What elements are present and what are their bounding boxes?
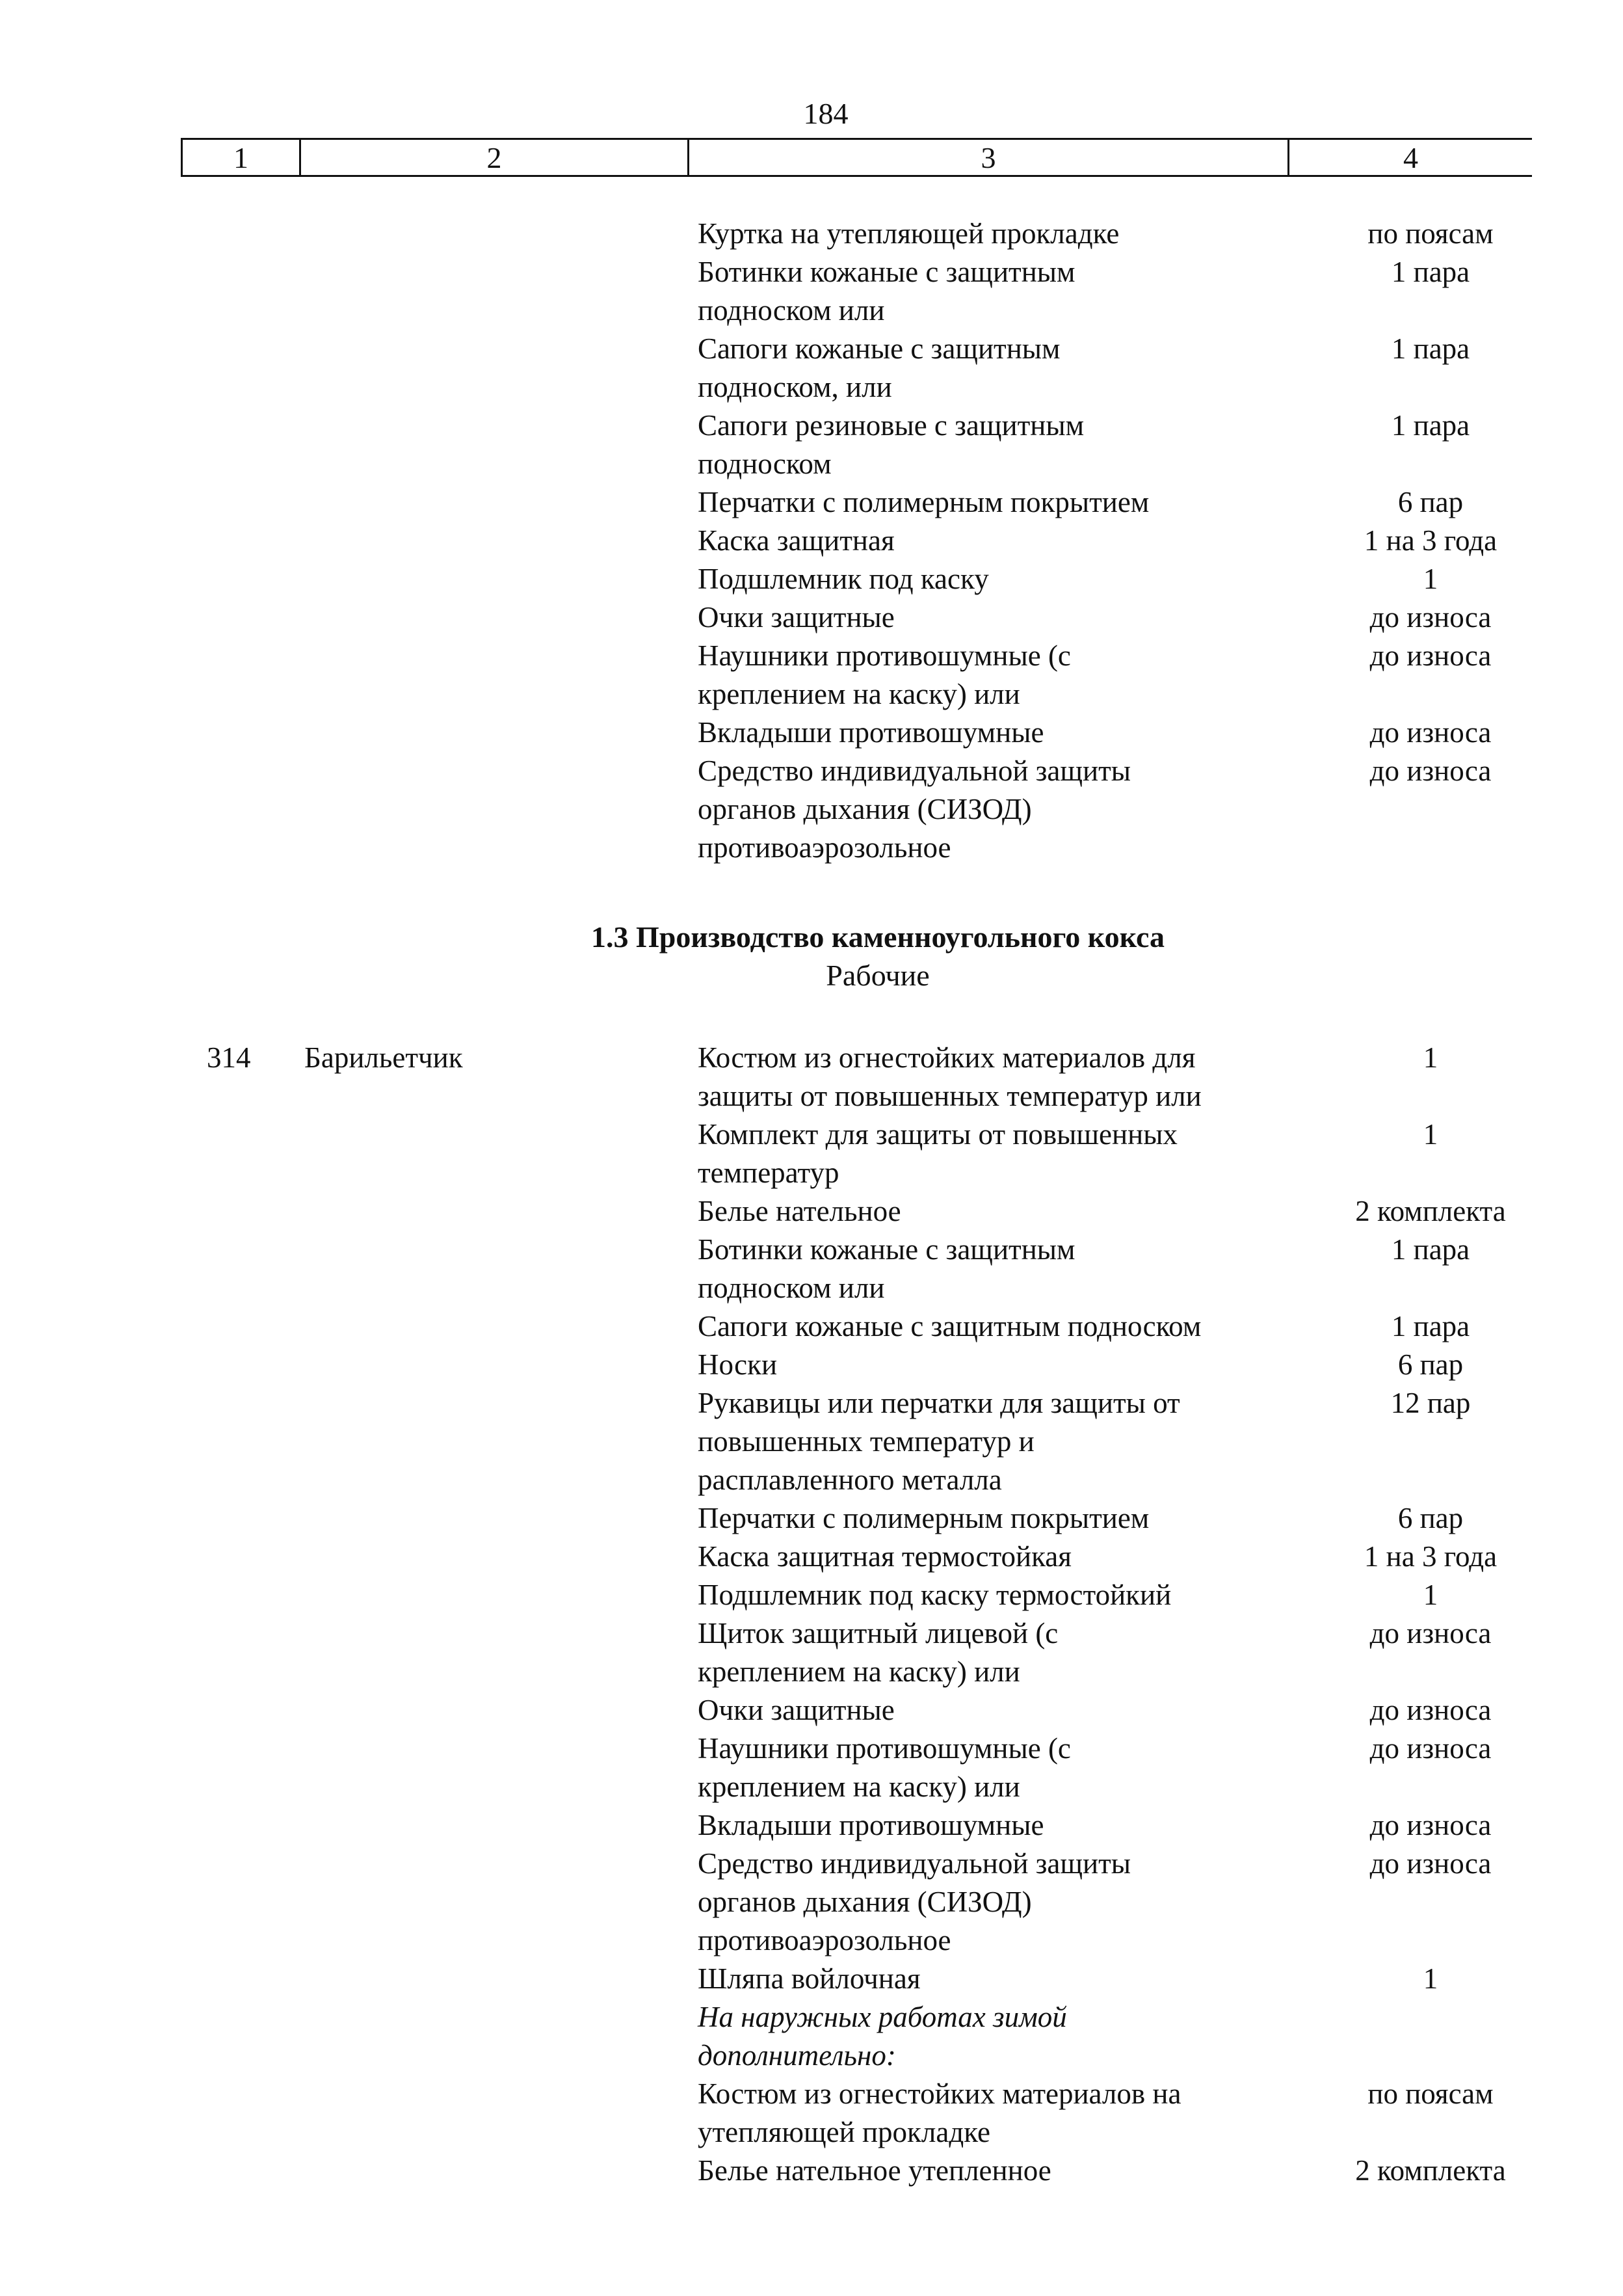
continued-item-name-line: подноском, или bbox=[698, 371, 892, 403]
continued-item-quantity: 6 пар bbox=[1397, 486, 1464, 518]
continued-item-quantity: 1 пара bbox=[1391, 256, 1470, 288]
entry-item-name-line: Перчатки с полимерным покрытием bbox=[698, 1502, 1150, 1534]
entry-profession: Барильетчик bbox=[304, 1041, 463, 1074]
entry-item-quantity: до износа bbox=[1369, 1809, 1492, 1841]
entry-item-name bbox=[698, 1960, 1296, 1998]
header-col-2: 2 bbox=[301, 140, 689, 175]
entry-item-name bbox=[698, 2152, 1296, 2190]
continued-item-quantity: до износа bbox=[1369, 601, 1492, 634]
entry-item-quantity: 1 bbox=[1423, 1579, 1438, 1611]
continued-item-quantity: 1 пара bbox=[1391, 409, 1470, 442]
entry-item-name-line: подноском или bbox=[698, 1272, 885, 1304]
continued-item-name-line: креплением на каску) или bbox=[698, 678, 1020, 710]
entry-item-name-line: Сапоги кожаные с защитным подноском bbox=[698, 1310, 1202, 1342]
entry-item-name-line: Подшлемник под каску термостойкий bbox=[698, 1579, 1172, 1611]
continued-item-quantity: 1 bbox=[1423, 563, 1438, 595]
entry-item-name-line: расплавленного металла bbox=[698, 1463, 1002, 1496]
continued-item-name-line: Сапоги резиновые с защитным bbox=[698, 409, 1085, 442]
entry-item-name-line: утепляющей прокладке bbox=[698, 2116, 990, 2148]
continued-item-quantity: до износа bbox=[1369, 639, 1492, 672]
continued-item-name bbox=[698, 215, 1296, 253]
entry-item-quantity: до износа bbox=[1369, 1617, 1492, 1649]
continued-item-name-line: Очки защитные bbox=[698, 601, 895, 634]
continued-item-name bbox=[698, 752, 1296, 867]
entry-item-name-line: Шляпа войлочная bbox=[698, 1962, 921, 1995]
continued-item-name bbox=[698, 253, 1296, 330]
continued-item-name-line: Наушники противошумные (с bbox=[698, 639, 1071, 672]
header-col-3: 3 bbox=[689, 140, 1289, 175]
continued-item-quantity: до износа bbox=[1369, 716, 1492, 749]
entry-item-name bbox=[698, 1307, 1296, 1346]
entry-item-name-line: Наушники противошумные (с bbox=[698, 1732, 1071, 1765]
entry-item-name bbox=[698, 1115, 1296, 1192]
entry-item-name bbox=[698, 1729, 1296, 1806]
entry-item-name bbox=[698, 1346, 1296, 1384]
continued-item-quantity: 1 на 3 года bbox=[1364, 524, 1498, 557]
continued-item-name-line: Подшлемник под каску bbox=[698, 563, 989, 595]
continued-item-name bbox=[698, 560, 1296, 598]
entry-item-name bbox=[698, 1806, 1296, 1845]
header-col-1: 1 bbox=[183, 140, 301, 175]
entry-item-quantity: 1 на 3 года bbox=[1364, 1540, 1498, 1573]
entry-item-name-line: Средство индивидуальной защиты bbox=[698, 1847, 1131, 1880]
entry-item-quantity: до износа bbox=[1369, 1847, 1492, 1880]
entry-item-quantity: 1 bbox=[1423, 1962, 1438, 1995]
entry-number: 314 bbox=[207, 1041, 251, 1074]
continued-item-name bbox=[698, 330, 1296, 407]
entry-item-name-line: На наружных работах зимой bbox=[698, 2001, 1067, 2033]
continued-item-name-line: подноском или bbox=[698, 294, 885, 327]
continued-item-name-line: Ботинки кожаные с защитным bbox=[698, 256, 1075, 288]
continued-item-name-line: Перчатки с полимерным покрытием bbox=[698, 486, 1150, 518]
entry-item-name bbox=[698, 1384, 1296, 1499]
page-number: 184 bbox=[803, 97, 849, 130]
entry-item-quantity: 2 комплекта bbox=[1355, 2154, 1506, 2187]
continued-item-name-line: Куртка на утепляющей прокладке bbox=[698, 217, 1120, 250]
entry-item-name-line: Очки защитные bbox=[698, 1694, 895, 1726]
continued-item-quantity: 1 пара bbox=[1391, 332, 1470, 365]
section-title: 1.3 Производство каменноугольного кокса bbox=[591, 920, 1165, 954]
entry-item-quantity: 1 пара bbox=[1391, 1233, 1470, 1266]
entry-item-name bbox=[698, 1691, 1296, 1729]
entry-item-quantity: 1 bbox=[1423, 1118, 1438, 1151]
continued-item-name-line: Средство индивидуальной защиты bbox=[698, 754, 1131, 787]
continued-item-name bbox=[698, 598, 1296, 637]
entry-item-name bbox=[698, 2075, 1296, 2152]
entry-item-name-line: противоаэрозольное bbox=[698, 1924, 951, 1956]
entry-item-quantity: 1 bbox=[1423, 1041, 1438, 1074]
entry-item-name-line: Каска защитная термостойкая bbox=[698, 1540, 1072, 1573]
entry-item-quantity: 1 пара bbox=[1391, 1310, 1470, 1342]
entry-item-quantity: по поясам bbox=[1367, 2077, 1494, 2110]
continued-item-name-line: Сапоги кожаные с защитным bbox=[698, 332, 1061, 365]
entry-item-name-line: температур bbox=[698, 1156, 839, 1189]
continued-item-name-line: Каска защитная bbox=[698, 524, 895, 557]
entry-item-name bbox=[698, 1039, 1296, 1115]
entry-item-name-line: Рукавицы или перчатки для защиты от bbox=[698, 1387, 1180, 1419]
entry-item-name-line: Носки bbox=[698, 1348, 778, 1381]
entry-item-name bbox=[698, 1576, 1296, 1614]
entry-item-name-line: Комплект для защиты от повышенных bbox=[698, 1118, 1178, 1151]
entry-item-quantity: до износа bbox=[1369, 1694, 1492, 1726]
entry-item-name bbox=[698, 1192, 1296, 1231]
entry-item-name-line: креплением на каску) или bbox=[698, 1770, 1020, 1803]
entry-item-name-line: Вкладыши противошумные bbox=[698, 1809, 1044, 1841]
continued-item-name-line: Вкладыши противошумные bbox=[698, 716, 1044, 749]
continued-item-name bbox=[698, 407, 1296, 483]
continued-item-quantity: по поясам bbox=[1367, 217, 1494, 250]
entry-item-name-line: Костюм из огнестойких материалов для bbox=[698, 1041, 1196, 1074]
header-col-4: 4 bbox=[1403, 140, 1418, 174]
entry-item-name-line: Белье нательное bbox=[698, 1195, 901, 1227]
continued-item-name-line: подноском bbox=[698, 447, 832, 480]
entry-item-name-line: органов дыхания (СИЗОД) bbox=[698, 1886, 1032, 1918]
continued-item-name bbox=[698, 637, 1296, 714]
entry-item-name bbox=[698, 1499, 1296, 1538]
continued-item-name bbox=[698, 522, 1296, 560]
entry-item-quantity: до износа bbox=[1369, 1732, 1492, 1765]
entry-item-name-line: повышенных температур и bbox=[698, 1425, 1035, 1458]
entry-item-name bbox=[698, 1231, 1296, 1307]
entry-item-name-line: защиты от повышенных температур или bbox=[698, 1080, 1202, 1112]
entry-item-name bbox=[698, 1845, 1296, 1960]
entry-item-name bbox=[698, 1538, 1296, 1576]
entry-item-quantity: 6 пар bbox=[1397, 1348, 1464, 1381]
entry-item-name bbox=[698, 1614, 1296, 1691]
entry-item-name-line: креплением на каску) или bbox=[698, 1655, 1020, 1688]
entry-item-name-line: Ботинки кожаные с защитным bbox=[698, 1233, 1075, 1266]
entry-item-name-line: Белье нательное утепленное bbox=[698, 2154, 1051, 2187]
entry-item-quantity: 12 пар bbox=[1390, 1387, 1471, 1419]
entry-item-name-line: Костюм из огнестойких материалов на bbox=[698, 2077, 1181, 2110]
continued-item-quantity: до износа bbox=[1369, 754, 1492, 787]
entry-item-name-line: Щиток защитный лицевой (с bbox=[698, 1617, 1059, 1649]
continued-item-name-line: органов дыхания (СИЗОД) bbox=[698, 793, 1032, 825]
entry-item-quantity: 2 комплекта bbox=[1355, 1195, 1506, 1227]
section-subtitle: Рабочие bbox=[826, 959, 930, 992]
entry-item-name-line: дополнительно: bbox=[698, 2039, 896, 2072]
continued-item-name bbox=[698, 483, 1296, 522]
continued-item-name-line: противоаэрозольное bbox=[698, 831, 951, 864]
continued-item-name bbox=[698, 714, 1296, 752]
entry-item-quantity: 6 пар bbox=[1397, 1502, 1464, 1534]
table-header bbox=[181, 138, 1532, 177]
entry-item-name bbox=[698, 1998, 1296, 2075]
